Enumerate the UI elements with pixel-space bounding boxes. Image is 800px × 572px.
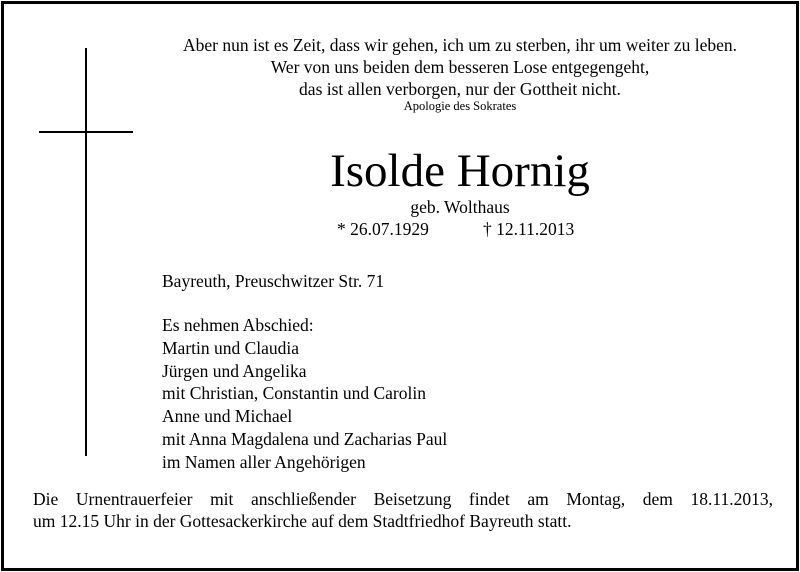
- service-notice-line-1: Die Urnentrauerfeier mit anschließender Beisetzung findet am Montag, dem 18.11.2013,: [33, 489, 773, 509]
- birth-date: * 26.07.1929: [337, 219, 429, 239]
- family-address: Bayreuth, Preuschwitzer Str. 71: [162, 271, 385, 291]
- quote-line-1: Aber nun ist es Zeit, dass wir gehen, ich um zu sterben, ihr um weiter zu leben.: [182, 35, 737, 55]
- quote-source: Apologie des Sokrates: [403, 99, 517, 113]
- mourners-list: [162, 337, 447, 474]
- mourner-entry: Jürgen und Angelika: [162, 360, 307, 381]
- cross-vertical-bar: [85, 48, 87, 456]
- mourner-entry: mit Christian, Constantin und Carolin: [162, 383, 426, 404]
- deceased-name: Isolde Hornig: [330, 145, 590, 197]
- quote-line-2: Wer von uns beiden dem besseren Lose entgegengeht,: [270, 57, 650, 77]
- mourner-entry: Martin und Claudia: [162, 337, 300, 358]
- service-notice-line-2: um 12.15 Uhr in der Gottesackerkirche auf dem Stadtfriedhof Bayreuth statt.: [33, 511, 572, 531]
- epigraph-quote: [150, 34, 770, 100]
- mourner-entry: Anne und Michael: [162, 406, 293, 427]
- mourner-entry: im Namen aller Angehörigen: [162, 451, 366, 472]
- mourners-block: [162, 314, 447, 474]
- quote-line-3: das ist allen verborgen, nur der Gottheit nicht.: [299, 79, 621, 99]
- mourners-heading: Es nehmen Abschied:: [162, 315, 314, 335]
- funeral-service-notice: [33, 488, 773, 532]
- birth-name: geb. Wolthaus: [410, 197, 510, 217]
- death-date: † 12.11.2013: [483, 219, 575, 239]
- cross-horizontal-bar: [39, 131, 133, 133]
- mourner-entry: mit Anna Magdalena und Zacharias Paul: [162, 428, 448, 449]
